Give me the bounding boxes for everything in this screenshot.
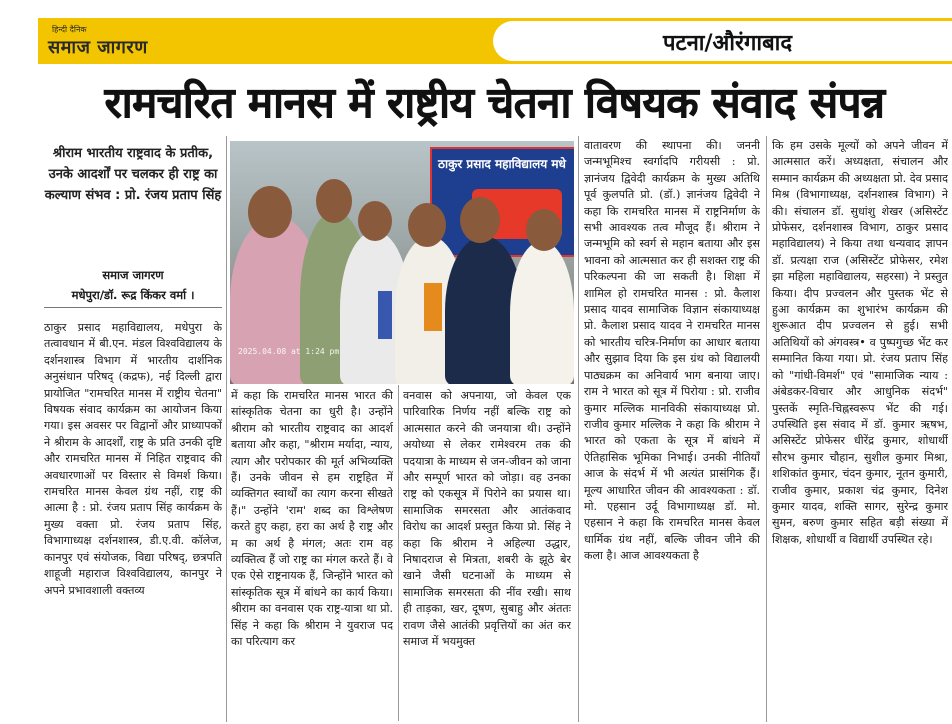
- headline: रामचरित मानस में राष्ट्रीय चेतना विषयक संवाद संपन्न: [104, 78, 885, 127]
- byline: [44, 265, 222, 305]
- column-rule: [226, 136, 227, 722]
- column-rule: [398, 385, 399, 721]
- byline-reporter: मधेपुरा/डॉ. रूद्र किंकर वर्मा ।: [71, 288, 195, 302]
- byline-divider: [44, 307, 222, 308]
- person-6: [510, 241, 574, 384]
- person-3-face: [358, 201, 392, 241]
- person-6-face: [526, 209, 562, 251]
- event-photo: [230, 141, 574, 384]
- column-5-text: कि हम उसके मूल्यों को अपने जीवन में आत्मसात करें। अध्यक्षता, संचालन और सम्मान कार्यक्रम की अध्यक्षता प्रो. देव प्रसाद मिश्र (विभागाध्यक्ष, दर्शनशास्त्र विभाग) ने की। संचालन डॉ. सुधांशु शेखर (असिस्टेंट प्रोफेसर, दर्शनशास्त्र विभाग, ठाकुर प्रसाद महाविद्यालय) ने किया तथा धन्यवाद ज्ञापन डॉ. प्रत्यक्षा राज (असिस्टेंट प्रोफेसर, रमेश झा महिला महाविद्यालय, सहरसा) ने प्रस्तुत किया। दीप प्रज्वलन और पुस्तक भेंट से हुआ कार्यक्रम का शुभारंभ कार्यक्रम की शुरूआत दीप प्रज्वलन से हुई। सभी अतिथियों को अंगवस्त्र• व पुष्पगुच्छ भेंट कर सम्मानित किया गया। प्रो. रंजय प्रताप सिंह को "गांधी-विमर्श" एवं "सामाजिक न्याय : अंबेडकर-विचार और आधुनिक संदर्भ" पुस्तकें स्मृति-चिह्नस्वरूप भेंट की गई। उपस्थिति इस संवाद में डॉ. कुमार ऋषभ, असिस्टेंट प्रोफेसर धीरेंद्र कुमार, शोधार्थी सौरभ कुमार चौहान, सुशील कुमार मिश्रा, शशिकांत कुमार, चंदन कुमार, नूतन कुमारी, राजीव कुमार, प्रकाश चंद्र कुमार, दिनेश कुमार यादव, शक्ति सागर, सुरेन्द्र कुमार सुमन, बरुण कुमार सहित बड़ी संख्या में शिक्षक, शोधार्थी व विद्यार्थी उपस्थित रहे।: [772, 139, 948, 546]
- column-2-text: में कहा कि रामचरित मानस भारत की सांस्कृतिक चेतना का धुरी है। उन्होंने श्रीराम को भारतीय राष्ट्रवाद का आदर्श बताया और कहा, "श्रीराम मर्यादा, न्याय, त्याग और परोपकार की मूर्त अभिव्यक्ति हैं। उनके जीवन से हम राष्ट्रहित में व्यक्तिगत स्वार्थों का त्याग करना सीखते हैं।" उन्होंने 'राम' शब्द का विश्लेषण करते हुए कहा, हरा का अर्थ है राष्ट्र और म का अर्थ है मंगल; अतः राम वह व्यक्तित्व हैं जो राष्ट्र का मंगल करते हैं। वे एक ऐसे राष्ट्रनायक हैं, जिन्होंने भारत को सांस्कृतिक सूत्र में बांधने का कार्य किया। श्रीराम का वनवास एक राष्ट्र-यात्रा था प्रो. सिंह ने कहा कि श्रीराम ने युवराज पद का परित्याग कर: [231, 389, 393, 649]
- edition-tab: [493, 21, 952, 61]
- book-blue: [378, 291, 392, 339]
- column-3-text: वनवास को अपनाया, जो केवल एक पारिवारिक निर्णय नहीं बल्कि राष्ट्र को आत्मसात करने की जनयात्रा थी। उन्होंने अयोध्या से लेकर रामेश्वरम तक की पदयात्रा के माध्यम से जन-जीवन को जाना और सम्पूर्ण भारत को जोड़ा। वह उनका राष्ट्र को एकसूत्र में पिरोने का प्रयास था। सामाजिक समरसता और आतंकवाद विरोध का आदर्श प्रस्तुत किया प्रो. सिंह ने कहा कि श्रीराम ने अहिल्या उद्धार, निषादराज से मित्रता, शबरी के झूठे बेर खाने जैसी घटनाओं के माध्यम से सामाजिक समरसता की नींव रखी। साथ ही ताड़का, खर, दूषण, सुबाहु और अंततः रावण जैसे आतंकी प्रवृत्तियों का अंत कर समाज में भयमुक्त: [403, 389, 571, 649]
- brand-name: समाज जागरण: [48, 37, 148, 58]
- article-column-3: [403, 388, 571, 722]
- person-4-face: [408, 203, 446, 247]
- edition-city: पटना/औरंगाबाद: [663, 31, 793, 56]
- article-column-4: [584, 138, 760, 722]
- photo-timestamp: 2025.04.08 at 1:24 pm: [238, 347, 340, 356]
- banner-text: ठाकुर प्रसाद महाविद्यालय मधे: [438, 157, 566, 171]
- person-5-face: [460, 197, 500, 243]
- masthead: [38, 18, 952, 64]
- article-column-5: [772, 138, 948, 722]
- column-4-text: वातावरण की स्थापना की। जननी जन्मभूमिश्च स्वर्गादपि गरीयसी : प्रो. ज्ञानंजय द्विवेदी कार्यक्रम के मुख्य अतिथि पूर्व कुलपति प्रो. (डॉ.) ज्ञानंजय द्विवेदी ने कहा कि रामचरित मानस में राष्ट्रनिर्माण के सभी आवश्यक तत्व मौजूद हैं। श्रीराम ने जन्मभूमि को स्वर्ग से महान बताया और इस भावना को आत्मसात कर ही सशक्त राष्ट्र की परिकल्पना की जा सकती है। शिक्षा में शामिल हो रामचरित मानस : प्रो. कैलाश प्रसाद यादव सामाजिक विज्ञान संकायाध्यक्ष प्रो. कैलाश प्रसाद यादव ने रामचरित मानस को भारतीय चरित्र-निर्माण का आधार बताया और सुझाव दिया कि इस ग्रंथ को विद्यालयी पाठ्यक्रम का अनिवार्य भाग बनाया जाए। राम ने भारत को सूत्र में पिरोया : प्रो. राजीव कुमार मल्लिक मानविकी संकायाध्यक्ष प्रो. राजीव कुमार मल्लिक ने कहा कि श्रीराम ने भारत को एकता के सूत्र में बांधने में ऐतिहासिक भूमिका निभाई। उनकी नीतियाँ आज के संदर्भ में भी अत्यंत प्रासंगिक हैं। मूल्य आधारित जीवन की आवश्यकता : डॉ. मो. एहसान उर्दू विभागाध्यक्ष डॉ. मो. एहसान ने कहा कि रामचरित मानस केवल धार्मिक ग्रंथ नहीं, बल्कि जीवन जीने की कला है। आज आवश्यकता है: [584, 139, 760, 563]
- person-2-face: [316, 179, 352, 223]
- article-column-2: [231, 388, 393, 722]
- column-rule: [766, 136, 767, 722]
- brand-tagline: हिन्दी दैनिक: [52, 25, 87, 34]
- column-1-text: ठाकुर प्रसाद महाविद्यालय, मधेपुरा के तत्वावधान में बी.एन. मंडल विश्वविद्यालय के दर्शनशास्त्र विभाग में भारतीय दार्शनिक अनुसंधान परिषद् (कद्रफ), नई दिल्ली द्वारा प्रायोजित "रामचरित मानस में राष्ट्रीय चेतना" विषयक संवाद कार्यक्रम का आयोजन किया गया। इस अवसर पर विद्वानों और प्राध्यापकों ने श्रीराम के आदर्शों, राष्ट्र के प्रति उनकी दृष्टि और रामचरित मानस में निहित राष्ट्रवाद की अवधारणाओं पर विस्तार से विमर्श किया। रामचरित मानस केवल ग्रंथ नहीं, राष्ट्र की आत्मा है : प्रो. रंजय प्रताप सिंह कार्यक्रम के मुख्य वक्ता प्रो. रंजय प्रताप सिंह, विभागाध्यक्ष दर्शनशास्त्र, डी.ए.वी. कॉलेज, कानपुर एवं संयोजक, विद्या परिषद्, छत्रपति शाहूजी महाराज विश्वविद्यालय, कानपुर ने अपने प्रभावशाली वक्तव्य: [44, 321, 222, 597]
- byline-publication: समाज जागरण: [102, 268, 164, 282]
- article-column-1: [44, 320, 222, 722]
- subheadline: श्रीराम भारतीय राष्ट्रवाद के प्रतीक, उनके आदर्शों पर चलकर ही राष्ट्र का कल्याण संभव : प्रो. रंजय प्रताप सिंह: [44, 146, 222, 203]
- book-orange: [424, 283, 442, 331]
- newspaper-brand: [48, 24, 148, 59]
- column-rule: [578, 136, 579, 722]
- person-1-face: [248, 186, 292, 238]
